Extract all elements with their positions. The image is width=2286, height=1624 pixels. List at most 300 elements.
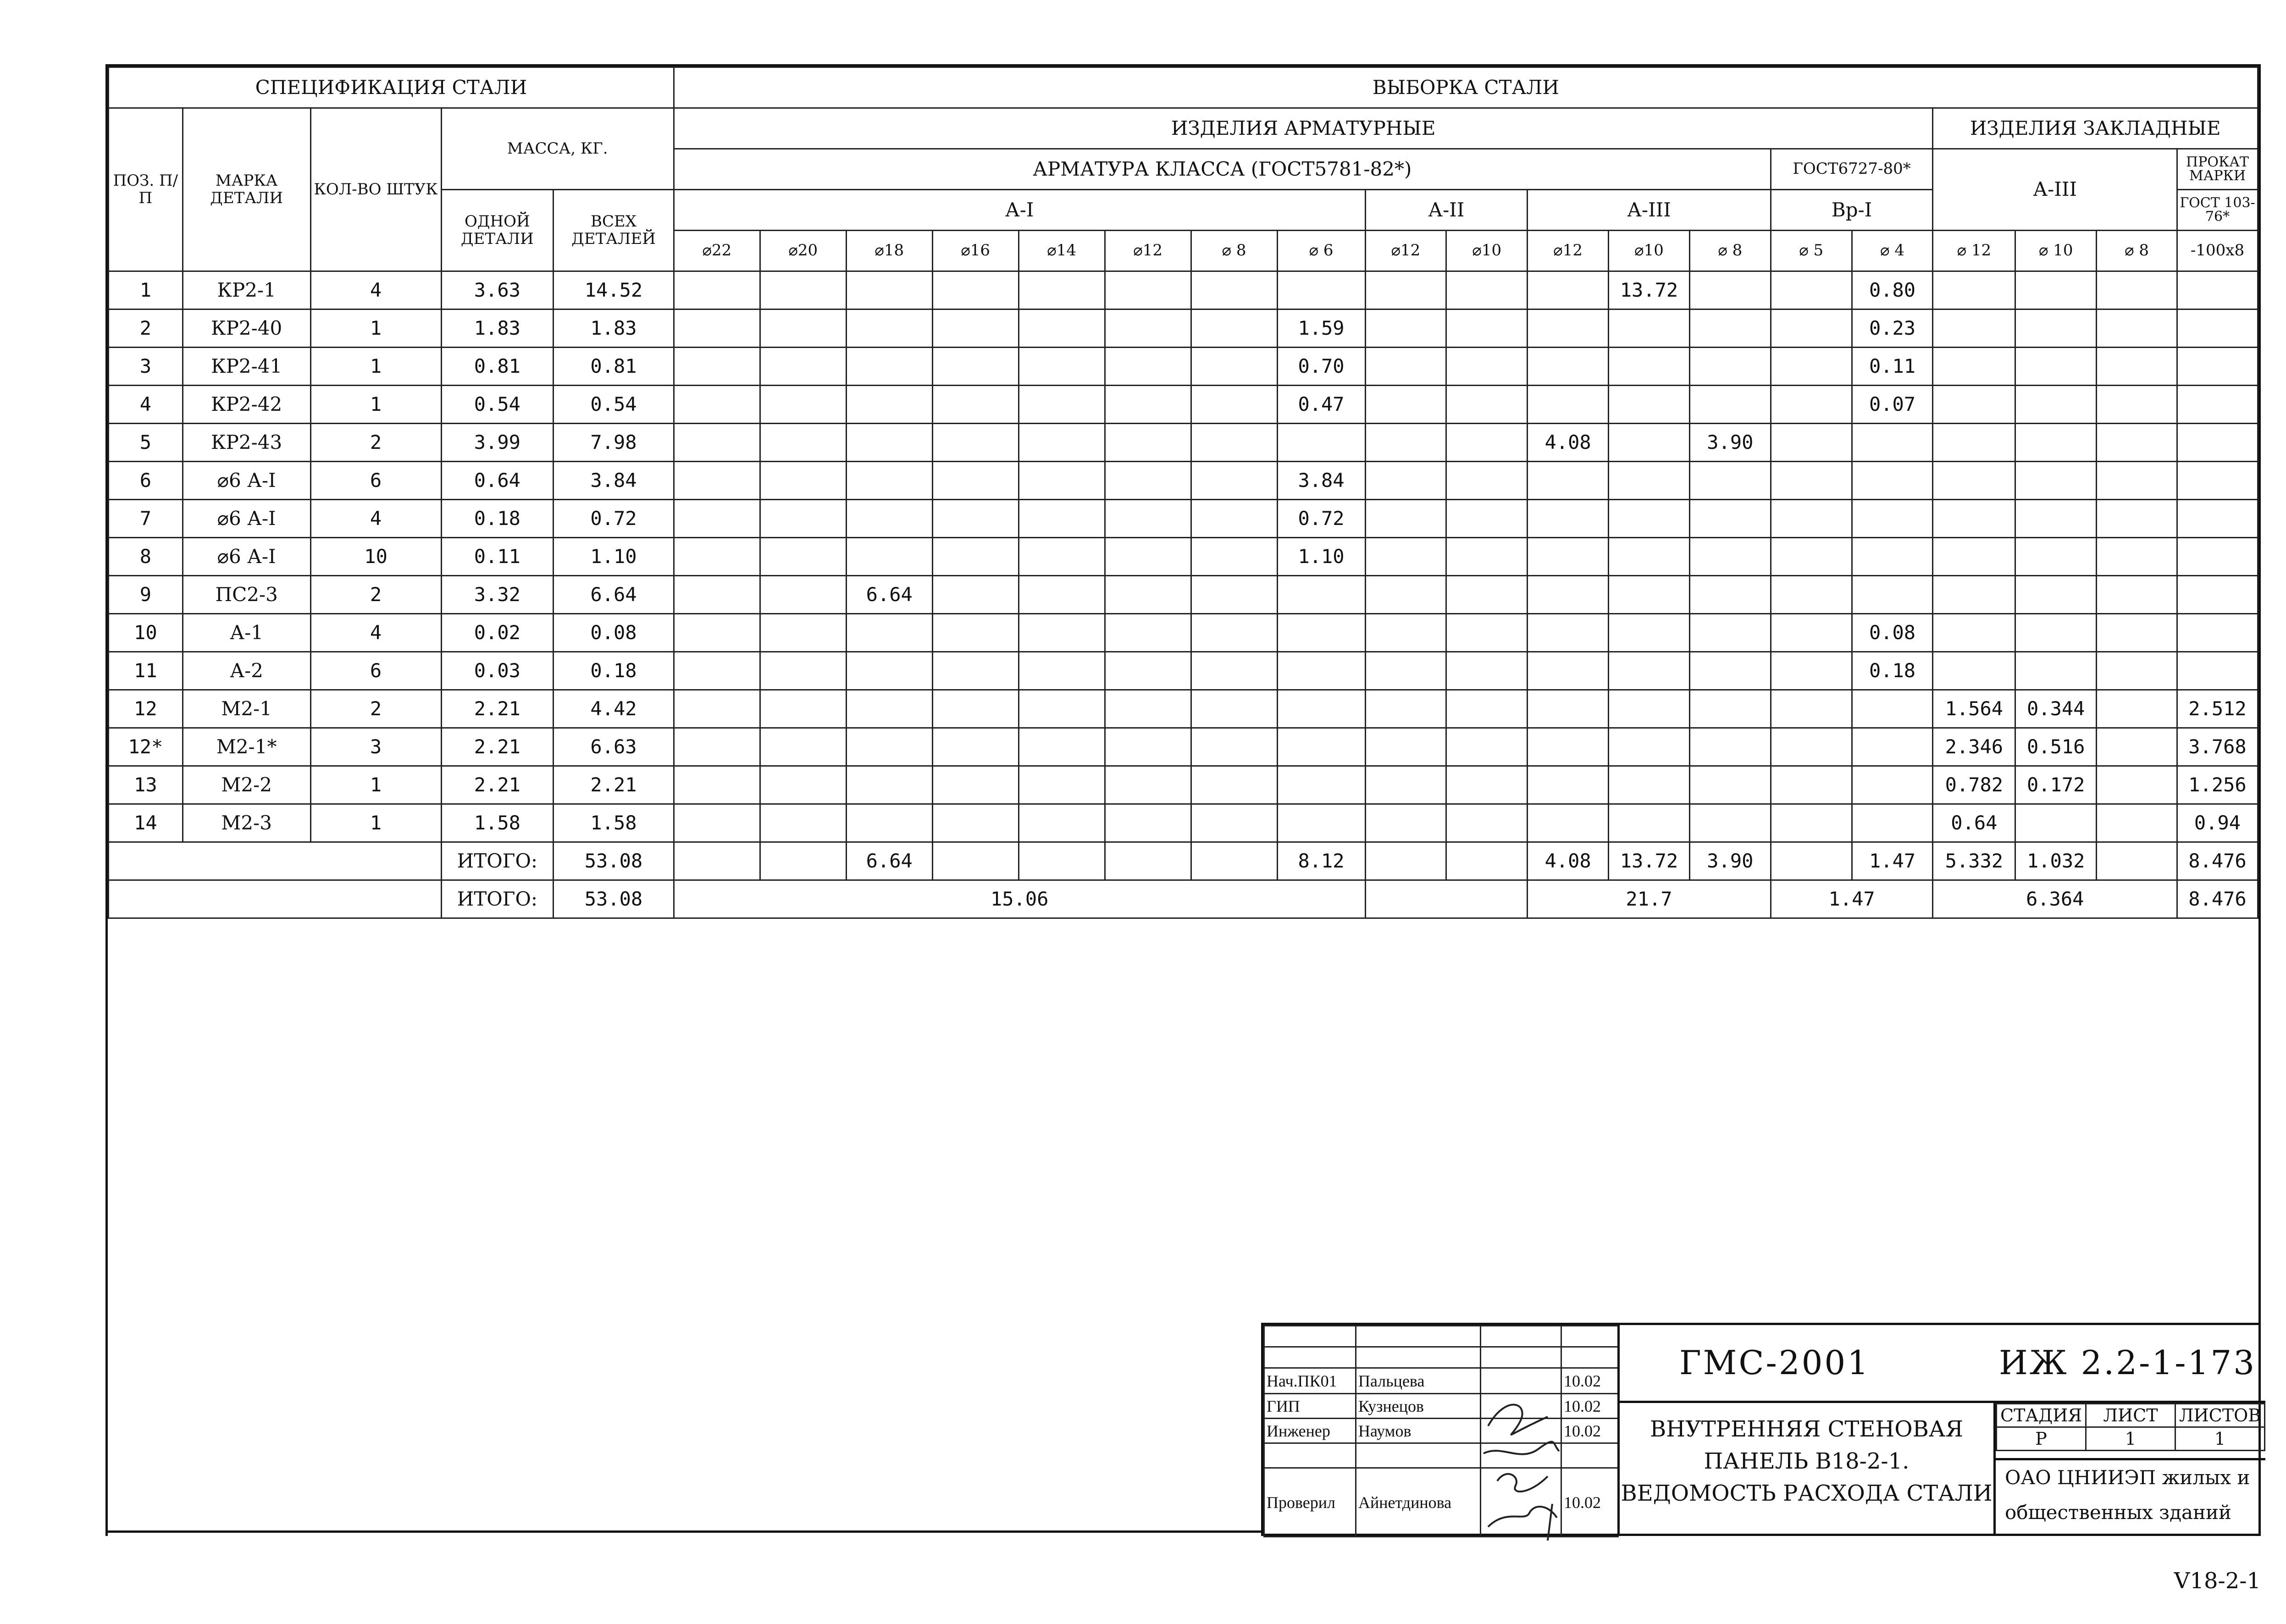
total-cell: 6.64 bbox=[846, 842, 932, 880]
row-cell: 4.08 bbox=[1528, 424, 1609, 462]
signatures-icon bbox=[1479, 1366, 1561, 1541]
row-cell bbox=[2015, 271, 2097, 309]
row-cell bbox=[760, 690, 846, 728]
total-cell: 3.90 bbox=[1689, 842, 1771, 880]
row-cell bbox=[2097, 348, 2177, 386]
table-row bbox=[109, 309, 2258, 348]
row-cell bbox=[1277, 576, 1365, 614]
row-mass-one: 3.99 bbox=[441, 424, 554, 462]
row-qty: 10 bbox=[310, 538, 441, 576]
row-cell bbox=[1528, 614, 1609, 652]
row-cell: 0.18 bbox=[1852, 652, 1933, 690]
row-cell bbox=[846, 271, 932, 309]
table-row bbox=[109, 386, 2258, 424]
row-cell bbox=[1191, 652, 1277, 690]
row-cell bbox=[846, 348, 932, 386]
row-cell bbox=[2015, 804, 2097, 842]
org-line-2: общественных зданий bbox=[2005, 1501, 2231, 1524]
row-cell bbox=[1446, 424, 1528, 462]
row-cell: 3.84 bbox=[1277, 462, 1365, 500]
diameter-header: ⌀22 bbox=[674, 231, 760, 271]
row-cell bbox=[1446, 500, 1528, 538]
title-block-right bbox=[1617, 1325, 2263, 1536]
row-cell bbox=[1446, 652, 1528, 690]
table-row bbox=[109, 766, 2258, 804]
diameter-header: ⌀ 10 bbox=[2015, 231, 2097, 271]
row-mark: КР2-43 bbox=[183, 424, 310, 462]
row-cell bbox=[1191, 462, 1277, 500]
row-cell: 0.11 bbox=[1852, 348, 1933, 386]
row-cell bbox=[1105, 309, 1191, 348]
title-line-1: ВНУТРЕННЯЯ СТЕНОВАЯ bbox=[1649, 1416, 1964, 1442]
approval-row bbox=[1264, 1347, 1618, 1368]
row-pos: 11 bbox=[109, 652, 183, 690]
row-pos: 2 bbox=[109, 309, 183, 348]
row-cell: 0.172 bbox=[2015, 766, 2097, 804]
row-cell bbox=[1277, 804, 1365, 842]
total-cell: 4.08 bbox=[1528, 842, 1609, 880]
row-cell bbox=[2097, 386, 2177, 424]
row-cell bbox=[674, 576, 760, 614]
row-cell bbox=[1277, 766, 1365, 804]
row-cell bbox=[1609, 348, 1690, 386]
row-mass-all: 0.81 bbox=[554, 348, 674, 386]
total-row-2 bbox=[109, 880, 2258, 918]
row-cell bbox=[2015, 462, 2097, 500]
row-cell bbox=[1365, 424, 1446, 462]
row-cell bbox=[2097, 462, 2177, 500]
row-mass-all: 0.72 bbox=[554, 500, 674, 538]
total-cell: 5.332 bbox=[1933, 842, 2015, 880]
table-row bbox=[109, 462, 2258, 500]
row-cell bbox=[1771, 348, 1852, 386]
row-cell bbox=[1528, 766, 1609, 804]
table-row bbox=[109, 424, 2258, 462]
row-cell bbox=[932, 614, 1018, 652]
row-cell bbox=[932, 348, 1018, 386]
row-cell bbox=[846, 538, 932, 576]
row-mass-all: 3.84 bbox=[554, 462, 674, 500]
row-cell bbox=[1105, 500, 1191, 538]
row-mark: КР2-40 bbox=[183, 309, 310, 348]
row-cell bbox=[1191, 766, 1277, 804]
row-cell bbox=[1771, 576, 1852, 614]
org-line-1: ОАО ЦНИИЭП жилых и bbox=[2005, 1466, 2250, 1489]
row-mark: ПС2-3 bbox=[183, 576, 310, 614]
mass-header: МАССА, КГ. bbox=[441, 108, 674, 190]
row-mass-one: 2.21 bbox=[441, 766, 554, 804]
class-a3-header: А-III bbox=[1528, 190, 1771, 231]
diameter-header: ⌀10 bbox=[1446, 231, 1528, 271]
row-pos: 6 bbox=[109, 462, 183, 500]
row-mass-all: 1.10 bbox=[554, 538, 674, 576]
row-cell bbox=[846, 804, 932, 842]
row-mark: КР2-41 bbox=[183, 348, 310, 386]
row-pos: 1 bbox=[109, 271, 183, 309]
total-mass-all: 53.08 bbox=[554, 842, 674, 880]
row-cell bbox=[1528, 462, 1609, 500]
row-cell bbox=[1852, 424, 1933, 462]
row-mass-one: 2.21 bbox=[441, 728, 554, 766]
row-cell bbox=[2177, 576, 2258, 614]
row-cell bbox=[1105, 538, 1191, 576]
row-cell bbox=[1852, 462, 1933, 500]
row-cell: 0.07 bbox=[1852, 386, 1933, 424]
row-cell bbox=[2097, 728, 2177, 766]
row-qty: 1 bbox=[310, 309, 441, 348]
row-pos: 3 bbox=[109, 348, 183, 386]
rolled-header: ПРОКАТ МАРКИ bbox=[2177, 149, 2258, 190]
row-cell bbox=[1528, 728, 1609, 766]
row-cell bbox=[1609, 424, 1690, 462]
approval-role: Инженер bbox=[1264, 1419, 1356, 1443]
mass-one-header: ОДНОЙ ДЕТАЛИ bbox=[441, 190, 554, 271]
row-cell bbox=[2097, 614, 2177, 652]
row-cell bbox=[1852, 766, 1933, 804]
row-cell bbox=[760, 309, 846, 348]
row-mass-one: 3.63 bbox=[441, 271, 554, 309]
approval-role bbox=[1264, 1326, 1356, 1347]
approval-grid bbox=[1263, 1325, 1619, 1537]
row-mark: ⌀6 А-I bbox=[183, 462, 310, 500]
row-cell bbox=[1528, 576, 1609, 614]
diameter-header: ⌀ 4 bbox=[1852, 231, 1933, 271]
row-cell bbox=[760, 804, 846, 842]
table-row bbox=[109, 271, 2258, 309]
row-mark: А-2 bbox=[183, 652, 310, 690]
row-mass-all: 2.21 bbox=[554, 766, 674, 804]
class-bp1-header: Вр-I bbox=[1771, 190, 1933, 231]
row-cell bbox=[1105, 690, 1191, 728]
row-cell bbox=[1689, 576, 1771, 614]
row-cell: 6.64 bbox=[846, 576, 932, 614]
diameter-header: ⌀12 bbox=[1365, 231, 1446, 271]
row-cell bbox=[1609, 804, 1690, 842]
row-cell bbox=[1105, 766, 1191, 804]
row-cell bbox=[1771, 804, 1852, 842]
row-cell bbox=[846, 309, 932, 348]
row-cell bbox=[1689, 462, 1771, 500]
row-cell bbox=[1365, 500, 1446, 538]
mark-header: МАРКА ДЕТАЛИ bbox=[183, 108, 310, 271]
row-mark: ⌀6 А-I bbox=[183, 500, 310, 538]
row-cell bbox=[1609, 614, 1690, 652]
approval-row bbox=[1264, 1326, 1618, 1347]
selection-header: ВЫБОРКА СТАЛИ bbox=[674, 67, 2258, 108]
row-cell bbox=[1771, 309, 1852, 348]
row-cell bbox=[1689, 500, 1771, 538]
row-cell bbox=[1277, 614, 1365, 652]
row-cell bbox=[674, 462, 760, 500]
row-cell bbox=[674, 728, 760, 766]
diameter-header: ⌀ 5 bbox=[1771, 231, 1852, 271]
row-mass-one: 0.02 bbox=[441, 614, 554, 652]
row-cell bbox=[1852, 804, 1933, 842]
table-row bbox=[109, 652, 2258, 690]
row-cell bbox=[846, 424, 932, 462]
total-cell: 13.72 bbox=[1609, 842, 1690, 880]
row-cell bbox=[2177, 271, 2258, 309]
row-qty: 3 bbox=[310, 728, 441, 766]
row-cell bbox=[1689, 766, 1771, 804]
row-cell bbox=[1018, 614, 1105, 652]
total-row-1 bbox=[109, 842, 2258, 880]
row-cell bbox=[1609, 538, 1690, 576]
row-qty: 6 bbox=[310, 652, 441, 690]
row-cell bbox=[846, 652, 932, 690]
total-cell: 1.032 bbox=[2015, 842, 2097, 880]
row-cell bbox=[932, 690, 1018, 728]
table-row bbox=[109, 614, 2258, 652]
row-cell bbox=[1018, 348, 1105, 386]
diameter-header: -100x8 bbox=[2177, 231, 2258, 271]
row-cell bbox=[1933, 309, 2015, 348]
row-cell bbox=[1852, 690, 1933, 728]
row-cell bbox=[1609, 576, 1690, 614]
diameter-header: ⌀ 12 bbox=[1933, 231, 2015, 271]
row-cell bbox=[674, 424, 760, 462]
row-cell bbox=[1609, 652, 1690, 690]
row-cell bbox=[1365, 271, 1446, 309]
row-cell: 1.564 bbox=[1933, 690, 2015, 728]
total-group-a1: 15.06 bbox=[674, 880, 1365, 918]
approval-row bbox=[1264, 1419, 1618, 1443]
diameter-header: ⌀14 bbox=[1018, 231, 1105, 271]
row-mass-all: 7.98 bbox=[554, 424, 674, 462]
row-pos: 5 bbox=[109, 424, 183, 462]
row-cell bbox=[1446, 271, 1528, 309]
row-mark: А-1 bbox=[183, 614, 310, 652]
row-cell bbox=[1933, 424, 2015, 462]
row-cell: 13.72 bbox=[1609, 271, 1690, 309]
diameter-header: ⌀ 8 bbox=[1191, 231, 1277, 271]
row-cell bbox=[1277, 271, 1365, 309]
row-cell bbox=[1528, 348, 1609, 386]
row-cell bbox=[2015, 348, 2097, 386]
row-cell bbox=[1191, 424, 1277, 462]
row-cell bbox=[932, 309, 1018, 348]
row-cell bbox=[2015, 576, 2097, 614]
row-cell bbox=[1771, 728, 1852, 766]
row-qty: 4 bbox=[310, 614, 441, 652]
row-cell bbox=[932, 728, 1018, 766]
row-cell bbox=[760, 424, 846, 462]
row-cell bbox=[932, 576, 1018, 614]
row-cell bbox=[1018, 690, 1105, 728]
total-cell bbox=[1191, 842, 1277, 880]
frame-bottom-line bbox=[105, 1530, 1261, 1533]
row-cell bbox=[760, 576, 846, 614]
row-mass-one: 0.11 bbox=[441, 538, 554, 576]
row-cell bbox=[1365, 690, 1446, 728]
row-cell bbox=[760, 348, 846, 386]
row-cell: 0.23 bbox=[1852, 309, 1933, 348]
row-cell bbox=[1446, 538, 1528, 576]
diameter-header: ⌀ 6 bbox=[1277, 231, 1365, 271]
total-cell bbox=[932, 842, 1018, 880]
row-mass-one: 0.03 bbox=[441, 652, 554, 690]
total-blank bbox=[109, 880, 442, 918]
row-cell bbox=[1689, 728, 1771, 766]
row-cell bbox=[932, 804, 1018, 842]
title-line-3: ВЕДОМОСТЬ РАСХОДА СТАЛИ bbox=[1621, 1480, 1993, 1506]
row-cell bbox=[1528, 652, 1609, 690]
row-cell bbox=[1771, 271, 1852, 309]
row-cell bbox=[674, 652, 760, 690]
total-cell: 8.476 bbox=[2177, 842, 2258, 880]
mass-all-header: ВСЕХ ДЕТАЛЕЙ bbox=[554, 190, 674, 271]
diameter-header: ⌀16 bbox=[932, 231, 1018, 271]
row-cell bbox=[1609, 766, 1690, 804]
row-pos: 12* bbox=[109, 728, 183, 766]
row-cell bbox=[1365, 728, 1446, 766]
row-cell bbox=[846, 728, 932, 766]
row-cell: 0.70 bbox=[1277, 348, 1365, 386]
row-cell bbox=[1609, 309, 1690, 348]
approval-row bbox=[1264, 1443, 1618, 1468]
row-cell bbox=[674, 766, 760, 804]
row-cell: 0.08 bbox=[1852, 614, 1933, 652]
row-cell bbox=[2097, 766, 2177, 804]
row-pos: 8 bbox=[109, 538, 183, 576]
row-cell bbox=[760, 614, 846, 652]
diameter-header: ⌀ 8 bbox=[2097, 231, 2177, 271]
row-cell bbox=[932, 500, 1018, 538]
row-pos: 12 bbox=[109, 690, 183, 728]
row-cell bbox=[1277, 652, 1365, 690]
row-mass-one: 0.18 bbox=[441, 500, 554, 538]
row-cell: 0.516 bbox=[2015, 728, 2097, 766]
row-cell: 2.346 bbox=[1933, 728, 2015, 766]
row-cell bbox=[760, 766, 846, 804]
approval-role bbox=[1264, 1443, 1356, 1468]
row-cell bbox=[760, 462, 846, 500]
row-cell bbox=[1105, 804, 1191, 842]
row-cell bbox=[1689, 690, 1771, 728]
diameter-header: ⌀ 8 bbox=[1689, 231, 1771, 271]
row-cell bbox=[1191, 309, 1277, 348]
row-cell: 3.768 bbox=[2177, 728, 2258, 766]
row-qty: 4 bbox=[310, 500, 441, 538]
sheet-value: 1 bbox=[2086, 1427, 2175, 1451]
pos-header: ПОЗ. П/П bbox=[109, 108, 183, 271]
row-cell bbox=[1365, 766, 1446, 804]
row-pos: 13 bbox=[109, 766, 183, 804]
row-cell bbox=[674, 271, 760, 309]
row-cell: 0.94 bbox=[2177, 804, 2258, 842]
row-cell bbox=[932, 462, 1018, 500]
doc-title bbox=[1620, 1403, 1996, 1536]
row-cell bbox=[1365, 348, 1446, 386]
approval-date bbox=[1561, 1347, 1618, 1368]
approval-date bbox=[1561, 1443, 1618, 1468]
row-cell bbox=[1105, 576, 1191, 614]
row-cell bbox=[1365, 309, 1446, 348]
row-cell bbox=[1365, 804, 1446, 842]
doc-code bbox=[1620, 1325, 2265, 1403]
row-cell bbox=[1018, 652, 1105, 690]
title-line-2: ПАНЕЛЬ В18-2-1. bbox=[1704, 1448, 1910, 1474]
row-mass-one: 1.58 bbox=[441, 804, 554, 842]
class-a2-header: А-II bbox=[1365, 190, 1528, 231]
gost-rolled-header: ГОСТ 103-76* bbox=[2177, 190, 2258, 231]
row-cell bbox=[1191, 538, 1277, 576]
row-cell bbox=[1105, 386, 1191, 424]
sheets-value: 1 bbox=[2175, 1427, 2265, 1451]
row-cell bbox=[760, 652, 846, 690]
row-cell bbox=[2177, 348, 2258, 386]
row-mark: М2-3 bbox=[183, 804, 310, 842]
total-cell bbox=[1018, 842, 1105, 880]
row-cell: 0.72 bbox=[1277, 500, 1365, 538]
row-mass-one: 0.81 bbox=[441, 348, 554, 386]
row-cell bbox=[2177, 614, 2258, 652]
row-cell bbox=[2015, 386, 2097, 424]
row-cell bbox=[674, 348, 760, 386]
row-cell bbox=[1277, 690, 1365, 728]
row-qty: 2 bbox=[310, 424, 441, 462]
row-qty: 1 bbox=[310, 348, 441, 386]
row-cell bbox=[760, 386, 846, 424]
total-cell bbox=[2097, 842, 2177, 880]
row-mark: ⌀6 А-I bbox=[183, 538, 310, 576]
row-cell bbox=[1771, 614, 1852, 652]
row-cell bbox=[1018, 538, 1105, 576]
row-cell bbox=[1609, 462, 1690, 500]
approval-date bbox=[1561, 1326, 1618, 1347]
approval-name bbox=[1356, 1326, 1481, 1347]
row-cell bbox=[1771, 652, 1852, 690]
total-cell bbox=[1105, 842, 1191, 880]
row-cell bbox=[2177, 500, 2258, 538]
sheets-header: ЛИСТОВ bbox=[2175, 1404, 2265, 1427]
row-cell bbox=[1852, 728, 1933, 766]
row-cell bbox=[1689, 386, 1771, 424]
row-cell bbox=[1528, 538, 1609, 576]
steel-spec-table bbox=[108, 66, 2258, 919]
approval-row bbox=[1264, 1468, 1618, 1537]
row-cell bbox=[932, 652, 1018, 690]
row-cell bbox=[1689, 652, 1771, 690]
row-pos: 14 bbox=[109, 804, 183, 842]
row-mass-all: 14.52 bbox=[554, 271, 674, 309]
approval-date: 10.02 bbox=[1561, 1368, 1618, 1394]
row-mass-all: 6.64 bbox=[554, 576, 674, 614]
total-label: ИТОГО: bbox=[441, 880, 554, 918]
approval-date: 10.02 bbox=[1561, 1468, 1618, 1537]
row-cell bbox=[1191, 271, 1277, 309]
row-qty: 1 bbox=[310, 766, 441, 804]
row-cell bbox=[2097, 538, 2177, 576]
row-cell bbox=[1933, 614, 2015, 652]
row-cell: 0.47 bbox=[1277, 386, 1365, 424]
row-cell bbox=[2177, 652, 2258, 690]
row-cell bbox=[1689, 271, 1771, 309]
row-pos: 7 bbox=[109, 500, 183, 538]
embedded-items-header: ИЗДЕЛИЯ ЗАКЛАДНЫЕ bbox=[1933, 108, 2258, 149]
row-cell bbox=[2097, 652, 2177, 690]
row-cell bbox=[1609, 500, 1690, 538]
table-row bbox=[109, 538, 2258, 576]
row-cell: 3.90 bbox=[1689, 424, 1771, 462]
row-cell bbox=[1446, 576, 1528, 614]
row-mark: М2-1 bbox=[183, 690, 310, 728]
diameter-header: ⌀18 bbox=[846, 231, 932, 271]
total-group-a3: 21.7 bbox=[1528, 880, 1771, 918]
approval-signature bbox=[1481, 1326, 1561, 1347]
row-cell bbox=[1365, 538, 1446, 576]
row-cell bbox=[1018, 424, 1105, 462]
